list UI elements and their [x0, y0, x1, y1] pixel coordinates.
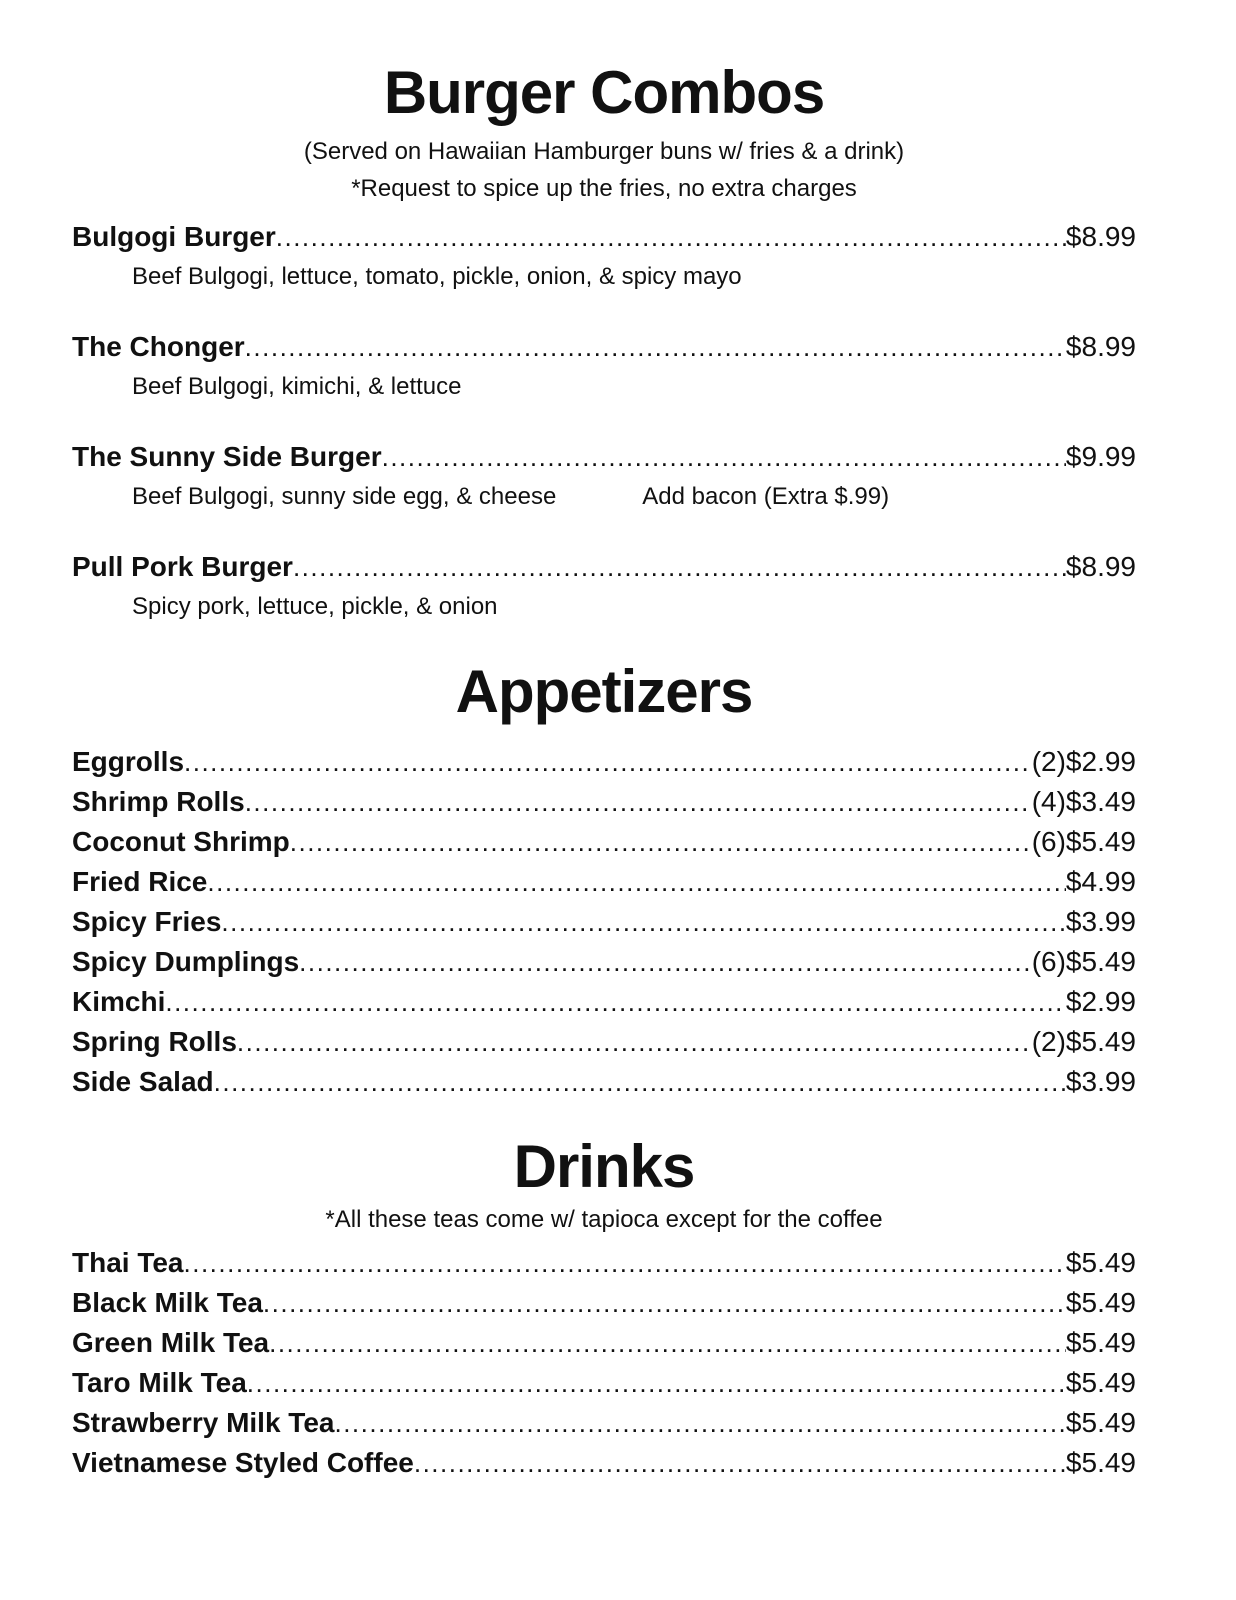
item-name: The Sunny Side Burger	[72, 441, 382, 473]
dot-leader	[245, 327, 1066, 367]
item-price: $4.99	[1065, 866, 1136, 898]
item-name: Black Milk Tea	[72, 1286, 263, 1318]
item-price: (2)$5.49	[1031, 1026, 1136, 1058]
item-price: $8.99	[1065, 221, 1136, 253]
dot-leader	[237, 1023, 1032, 1062]
item-note: Add bacon (Extra $.99)	[642, 483, 890, 511]
menu-item-fried-rice	[72, 862, 1136, 902]
menu-item-row	[72, 437, 1136, 477]
menu-item-row	[72, 327, 1136, 367]
item-description	[72, 591, 1136, 623]
dot-leader	[414, 1444, 1066, 1483]
menu-item-pull-pork-burger	[72, 547, 1136, 623]
burger-combos-subtitle-1: (Served on Hawaiian Hamburger buns w/ fries & a drink)	[303, 138, 905, 165]
menu-item-row	[72, 547, 1136, 587]
dot-leader	[221, 903, 1066, 942]
item-description-text: Beef Bulgogi, lettuce, tomato, pickle, onion, & spicy mayo	[132, 263, 742, 291]
item-description-text: Spicy pork, lettuce, pickle, & onion	[132, 593, 498, 621]
item-price: $5.49	[1065, 1446, 1136, 1478]
item-name: Fried Rice	[72, 866, 208, 898]
appetizers-list	[72, 742, 1136, 1102]
menu-item-kimchi	[72, 982, 1136, 1022]
burger-combos-subtitles	[72, 133, 1136, 207]
item-description	[72, 481, 1136, 513]
menu-item-vietnamese-styled-coffee	[72, 1443, 1136, 1483]
drinks-list	[72, 1243, 1136, 1483]
item-price: $3.99	[1065, 1066, 1136, 1098]
item-price: (4)$3.49	[1031, 786, 1136, 818]
dot-leader	[299, 943, 1032, 982]
dot-leader	[334, 1404, 1065, 1443]
section-title-burger-combos: Burger Combos	[383, 59, 825, 126]
item-price: $5.49	[1065, 1406, 1136, 1438]
dot-leader	[382, 437, 1066, 477]
dot-leader	[165, 983, 1066, 1022]
menu-item-row	[72, 217, 1136, 257]
item-price: $2.99	[1065, 986, 1136, 1018]
dot-leader	[247, 1364, 1066, 1403]
item-name: Strawberry Milk Tea	[72, 1406, 335, 1438]
dot-leader	[290, 823, 1032, 862]
menu-item-coconut-shrimp	[72, 822, 1136, 862]
item-price: (6)$5.49	[1031, 826, 1136, 858]
menu-item-thai-tea	[72, 1243, 1136, 1283]
item-price: (2)$2.99	[1031, 746, 1136, 778]
item-name: Thai Tea	[72, 1246, 184, 1278]
burger-combos-subtitle-2: *Request to spice up the fries, no extra charges	[351, 175, 857, 203]
menu-item-spicy-fries	[72, 902, 1136, 942]
menu-item-strawberry-milk-tea	[72, 1403, 1136, 1443]
item-name: The Chonger	[72, 331, 245, 363]
item-name: Taro Milk Tea	[72, 1366, 247, 1398]
item-name: Side Salad	[72, 1066, 214, 1098]
item-description	[72, 261, 1136, 293]
item-price: $3.99	[1065, 906, 1136, 938]
menu-item-black-milk-tea	[72, 1283, 1136, 1323]
menu-item-bulgogi-burger	[72, 217, 1136, 293]
item-name: Spicy Fries	[72, 906, 222, 938]
item-description-text: Beef Bulgogi, sunny side egg, & cheese	[132, 483, 557, 511]
menu-item-shrimp-rolls	[72, 782, 1136, 822]
menu-item-green-milk-tea	[72, 1323, 1136, 1363]
section-title-appetizers: Appetizers	[455, 658, 753, 726]
dot-leader	[293, 547, 1066, 587]
item-price: $9.99	[1065, 441, 1136, 473]
item-name: Spicy Dumplings	[72, 946, 300, 978]
dot-leader	[214, 1063, 1066, 1102]
item-price: $8.99	[1065, 331, 1136, 363]
dot-leader	[184, 743, 1032, 782]
dot-leader	[276, 217, 1066, 257]
item-name: Bulgogi Burger	[72, 221, 276, 253]
menu-item-spring-rolls	[72, 1022, 1136, 1062]
section-title-drinks: Drinks	[513, 1133, 695, 1201]
item-name: Eggrolls	[72, 746, 185, 778]
item-name: Vietnamese Styled Coffee	[72, 1446, 414, 1478]
menu-item-eggrolls	[72, 742, 1136, 782]
menu-item-taro-milk-tea	[72, 1363, 1136, 1403]
item-description-text: Beef Bulgogi, kimichi, & lettuce	[132, 373, 462, 401]
item-price: $5.49	[1065, 1246, 1136, 1278]
drinks-subtitle: *All these teas come w/ tapioca except for the coffee	[325, 1206, 883, 1234]
item-name: Green Milk Tea	[72, 1326, 270, 1358]
dot-leader	[184, 1244, 1066, 1283]
item-price: $5.49	[1065, 1326, 1136, 1358]
item-name: Spring Rolls	[72, 1026, 237, 1058]
item-name: Shrimp Rolls	[72, 786, 245, 818]
menu-item-the-chonger	[72, 327, 1136, 403]
item-name: Coconut Shrimp	[72, 826, 290, 858]
item-price: (6)$5.49	[1031, 946, 1136, 978]
menu-item-spicy-dumplings	[72, 942, 1136, 982]
item-price: $8.99	[1065, 551, 1136, 583]
dot-leader	[263, 1284, 1066, 1323]
item-name: Kimchi	[72, 986, 166, 1018]
item-price: $5.49	[1065, 1366, 1136, 1398]
dot-leader	[245, 783, 1032, 822]
item-price: $5.49	[1065, 1286, 1136, 1318]
menu-item-sunny-side-burger	[72, 437, 1136, 513]
item-description	[72, 371, 1136, 403]
menu-item-side-salad	[72, 1062, 1136, 1102]
dot-leader	[207, 863, 1066, 902]
item-name: Pull Pork Burger	[72, 551, 293, 583]
dot-leader	[269, 1324, 1066, 1363]
